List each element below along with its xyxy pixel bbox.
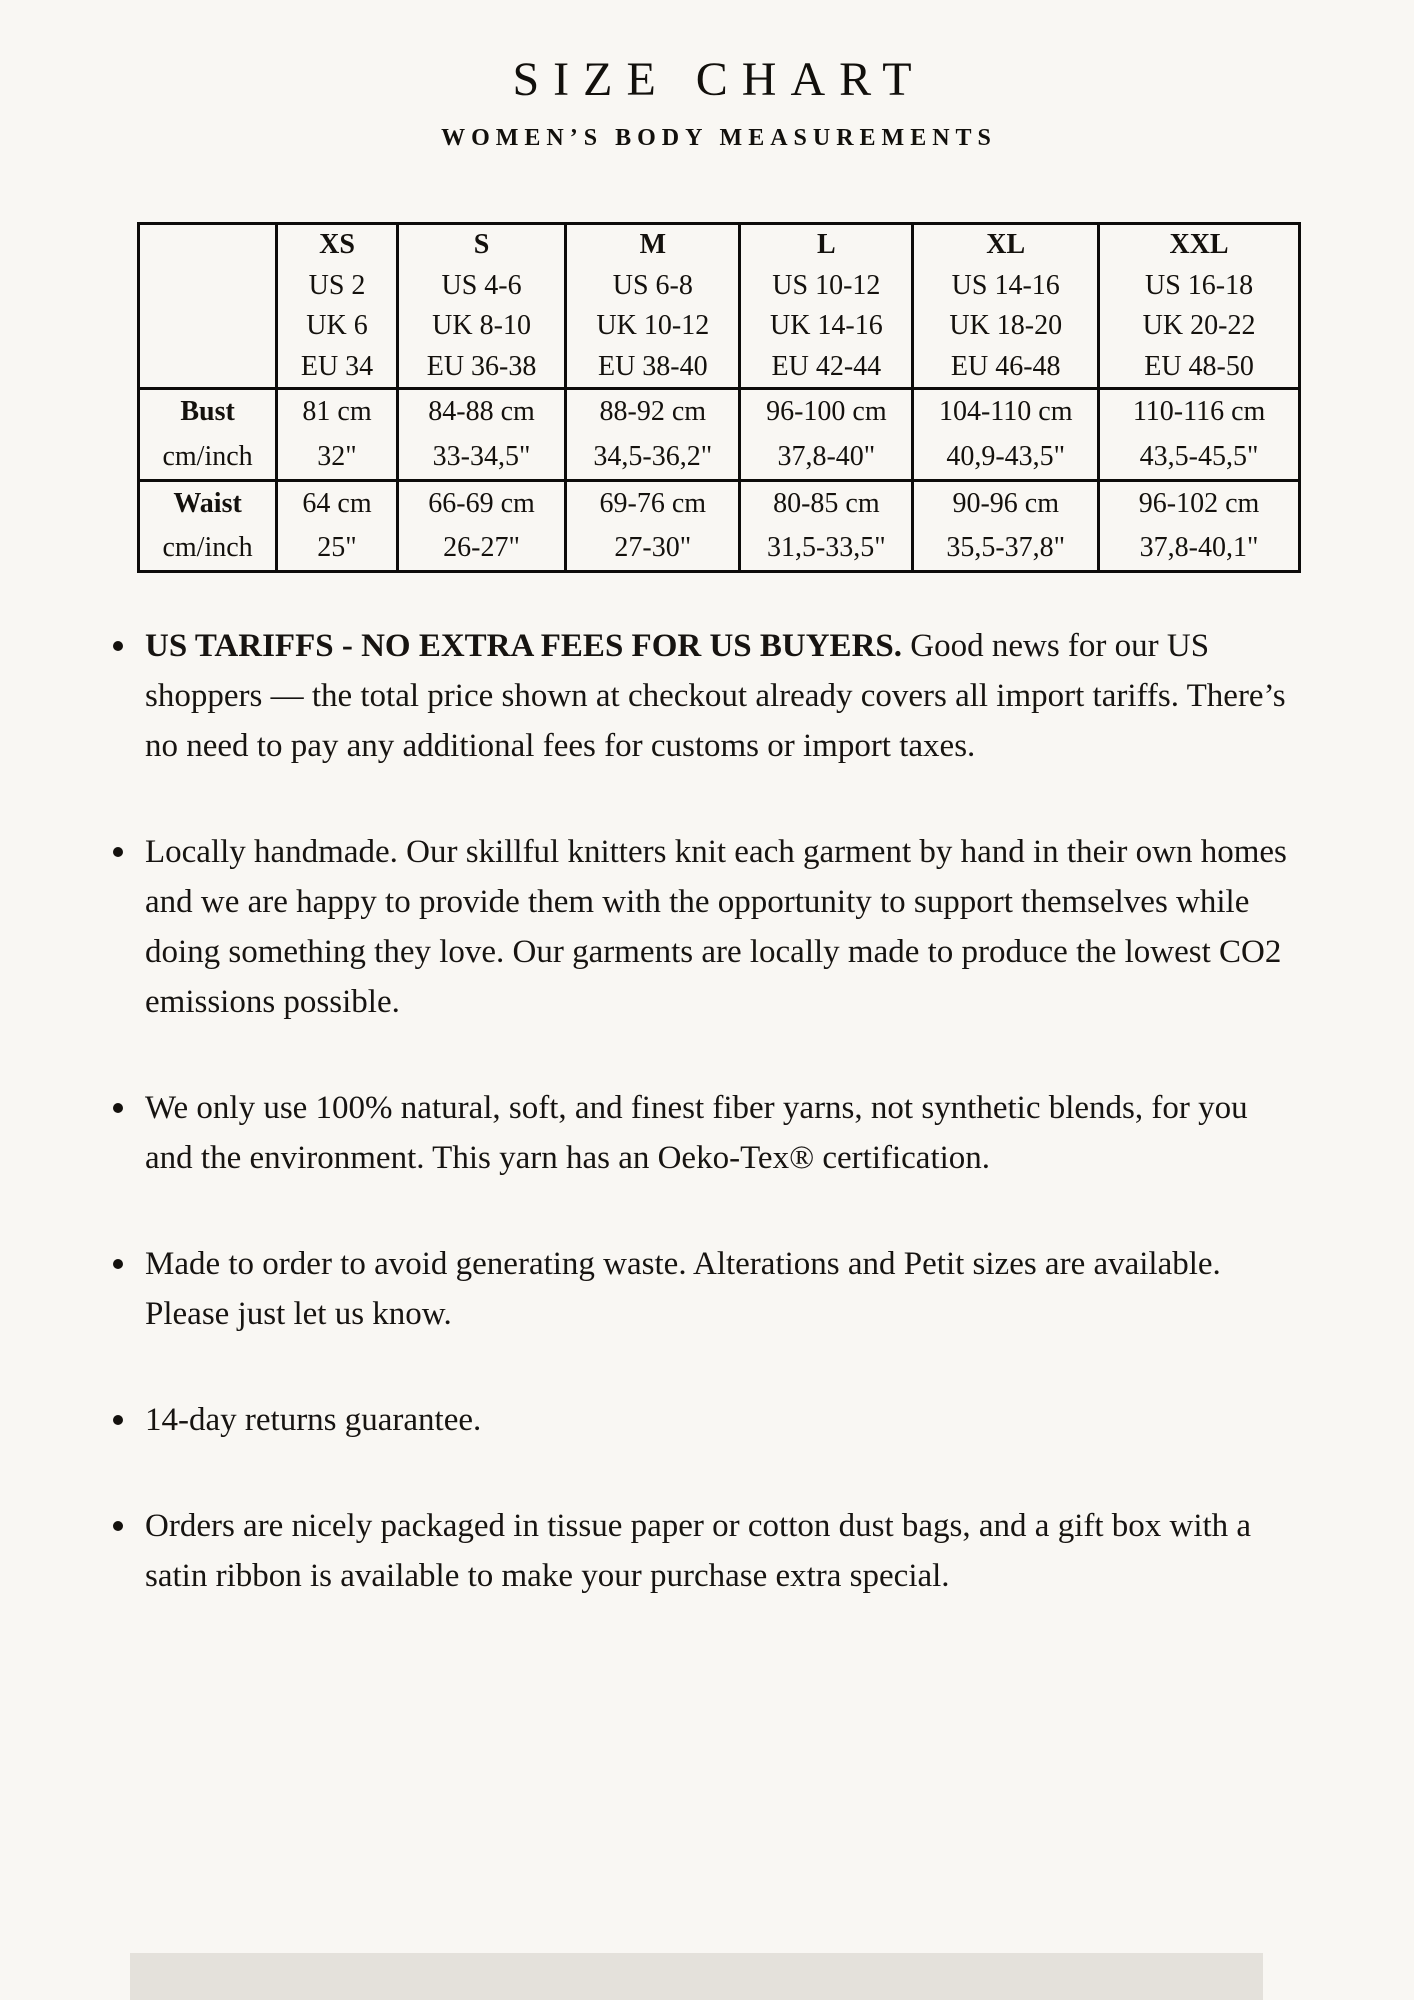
size-label: XS bbox=[319, 229, 355, 260]
size-column-l bbox=[740, 224, 913, 389]
inch-value: 27-30" bbox=[614, 532, 692, 564]
inch-value: 31,5-33,5" bbox=[766, 532, 886, 564]
us-size: US 14-16 bbox=[951, 269, 1060, 301]
inch-value: 40,9-43,5" bbox=[946, 440, 1066, 472]
waist-cell-xs bbox=[277, 480, 398, 571]
table-corner-cell bbox=[139, 224, 277, 389]
uk-size: UK 20-22 bbox=[1142, 310, 1256, 342]
size-label: M bbox=[639, 229, 667, 260]
inch-value: 34,5-36,2" bbox=[593, 440, 713, 472]
note-returns-guarantee bbox=[111, 1395, 1301, 1445]
size-label: S bbox=[473, 229, 490, 260]
cm-value: 66-69 cm bbox=[428, 487, 535, 519]
waist-row-header bbox=[139, 480, 277, 571]
inch-value: 25" bbox=[317, 532, 357, 564]
cm-value: 69-76 cm bbox=[599, 487, 707, 519]
size-chart-table bbox=[137, 222, 1301, 573]
uk-size: UK 14-16 bbox=[769, 310, 883, 342]
note-text: Good news for our US shoppers — the total price shown at checkout already covers all import tariffs. There’s no need to pay any additional fees for customs or import taxes. bbox=[145, 628, 1286, 765]
waist-cell-s bbox=[397, 480, 565, 571]
cm-value: 64 cm bbox=[302, 487, 372, 519]
cm-value: 81 cm bbox=[302, 396, 372, 428]
inch-value: 37,8-40" bbox=[777, 440, 876, 472]
inch-value: 35,5-37,8" bbox=[946, 532, 1066, 564]
size-column-xs bbox=[277, 224, 398, 389]
note-natural-yarns bbox=[111, 1083, 1301, 1183]
cm-value: 110-116 cm bbox=[1132, 396, 1266, 428]
cm-value: 80-85 cm bbox=[773, 487, 880, 519]
size-column-m bbox=[566, 224, 740, 389]
row-unit-label: cm/inch bbox=[162, 532, 253, 564]
eu-size: EU 34 bbox=[300, 350, 374, 382]
bust-cell-m bbox=[566, 389, 740, 480]
row-label: Waist bbox=[173, 487, 242, 519]
bust-row bbox=[139, 389, 1300, 480]
waist-cell-xxl bbox=[1099, 480, 1300, 571]
bust-cell-xxl bbox=[1099, 389, 1300, 480]
note-us-tariffs bbox=[111, 621, 1301, 771]
bust-cell-l bbox=[740, 389, 913, 480]
inch-value: 43,5-45,5" bbox=[1139, 440, 1259, 472]
us-size: US 16-18 bbox=[1144, 269, 1254, 301]
bust-cell-xl bbox=[913, 389, 1099, 480]
size-column-xxl bbox=[1099, 224, 1300, 389]
note-text: Made to order to avoid generating waste. Alterations and Petit sizes are available. Please just let us know. bbox=[145, 1246, 1221, 1333]
size-column-s bbox=[397, 224, 565, 389]
inch-value: 33-34,5" bbox=[432, 440, 531, 472]
size-column-xl bbox=[913, 224, 1099, 389]
note-bold-lead: US TARIFFS - NO EXTRA FEES FOR US BUYERS. bbox=[145, 628, 903, 665]
uk-size: UK 18-20 bbox=[949, 310, 1063, 342]
row-label: Bust bbox=[180, 396, 235, 428]
cm-value: 96-102 cm bbox=[1138, 487, 1260, 519]
us-size: US 4-6 bbox=[441, 269, 522, 301]
size-header-row bbox=[139, 224, 1300, 389]
bust-row-header bbox=[139, 389, 277, 480]
inch-value: 37,8-40,1" bbox=[1139, 532, 1259, 564]
size-label: XL bbox=[986, 229, 1026, 260]
eu-size: EU 38-40 bbox=[597, 350, 708, 382]
inch-value: 26-27" bbox=[443, 532, 520, 564]
uk-size: UK 6 bbox=[306, 310, 368, 342]
cm-value: 84-88 cm bbox=[428, 396, 535, 428]
eu-size: EU 46-48 bbox=[950, 350, 1061, 382]
note-text: Locally handmade. Our skillful knitters knit each garment by hand in their own homes and we are happy to provide them with the opportunity to support themselves while doing something they love. Our garments are locally made to produce the lowest CO2 emissions possible. bbox=[145, 834, 1287, 1021]
waist-cell-m bbox=[566, 480, 740, 571]
size-label: L bbox=[817, 229, 836, 260]
size-label: XXL bbox=[1169, 229, 1229, 260]
note-locally-handmade bbox=[111, 827, 1301, 1027]
page-title: SIZE CHART bbox=[512, 53, 926, 106]
us-size: US 2 bbox=[308, 269, 366, 301]
note-text: 14-day returns guarantee. bbox=[145, 1402, 482, 1439]
waist-row bbox=[139, 480, 1300, 571]
note-text: Orders are nicely packaged in tissue paper or cotton dust bags, and a gift box with a satin ribbon is available to make your purchase extra special. bbox=[145, 1508, 1252, 1595]
eu-size: EU 42-44 bbox=[771, 350, 882, 382]
cm-value: 90-96 cm bbox=[952, 487, 1059, 519]
waist-cell-l bbox=[740, 480, 913, 571]
cm-value: 96-100 cm bbox=[766, 396, 887, 428]
bust-cell-xs bbox=[277, 389, 398, 480]
inch-value: 32" bbox=[317, 440, 357, 472]
next-section-divider-bar bbox=[130, 1953, 1263, 2000]
eu-size: EU 36-38 bbox=[426, 350, 537, 382]
bust-cell-s bbox=[397, 389, 565, 480]
eu-size: EU 48-50 bbox=[1144, 350, 1254, 382]
us-size: US 6-8 bbox=[612, 269, 693, 301]
cm-value: 88-92 cm bbox=[599, 396, 707, 428]
note-text: We only use 100% natural, soft, and finest fiber yarns, not synthetic blends, for you and the environment. This yarn has an Oeko-Tex® certification. bbox=[145, 1090, 1248, 1177]
us-size: US 10-12 bbox=[772, 269, 881, 301]
uk-size: UK 10-12 bbox=[596, 310, 710, 342]
waist-cell-xl bbox=[913, 480, 1099, 571]
cm-value: 104-110 cm bbox=[938, 396, 1073, 428]
note-packaging bbox=[111, 1501, 1301, 1601]
note-made-to-order bbox=[111, 1239, 1301, 1339]
page-subtitle: WOMEN’S BODY MEASUREMENTS bbox=[441, 125, 997, 151]
uk-size: UK 8-10 bbox=[432, 310, 531, 342]
row-unit-label: cm/inch bbox=[162, 440, 253, 472]
product-notes-list bbox=[111, 621, 1301, 1601]
